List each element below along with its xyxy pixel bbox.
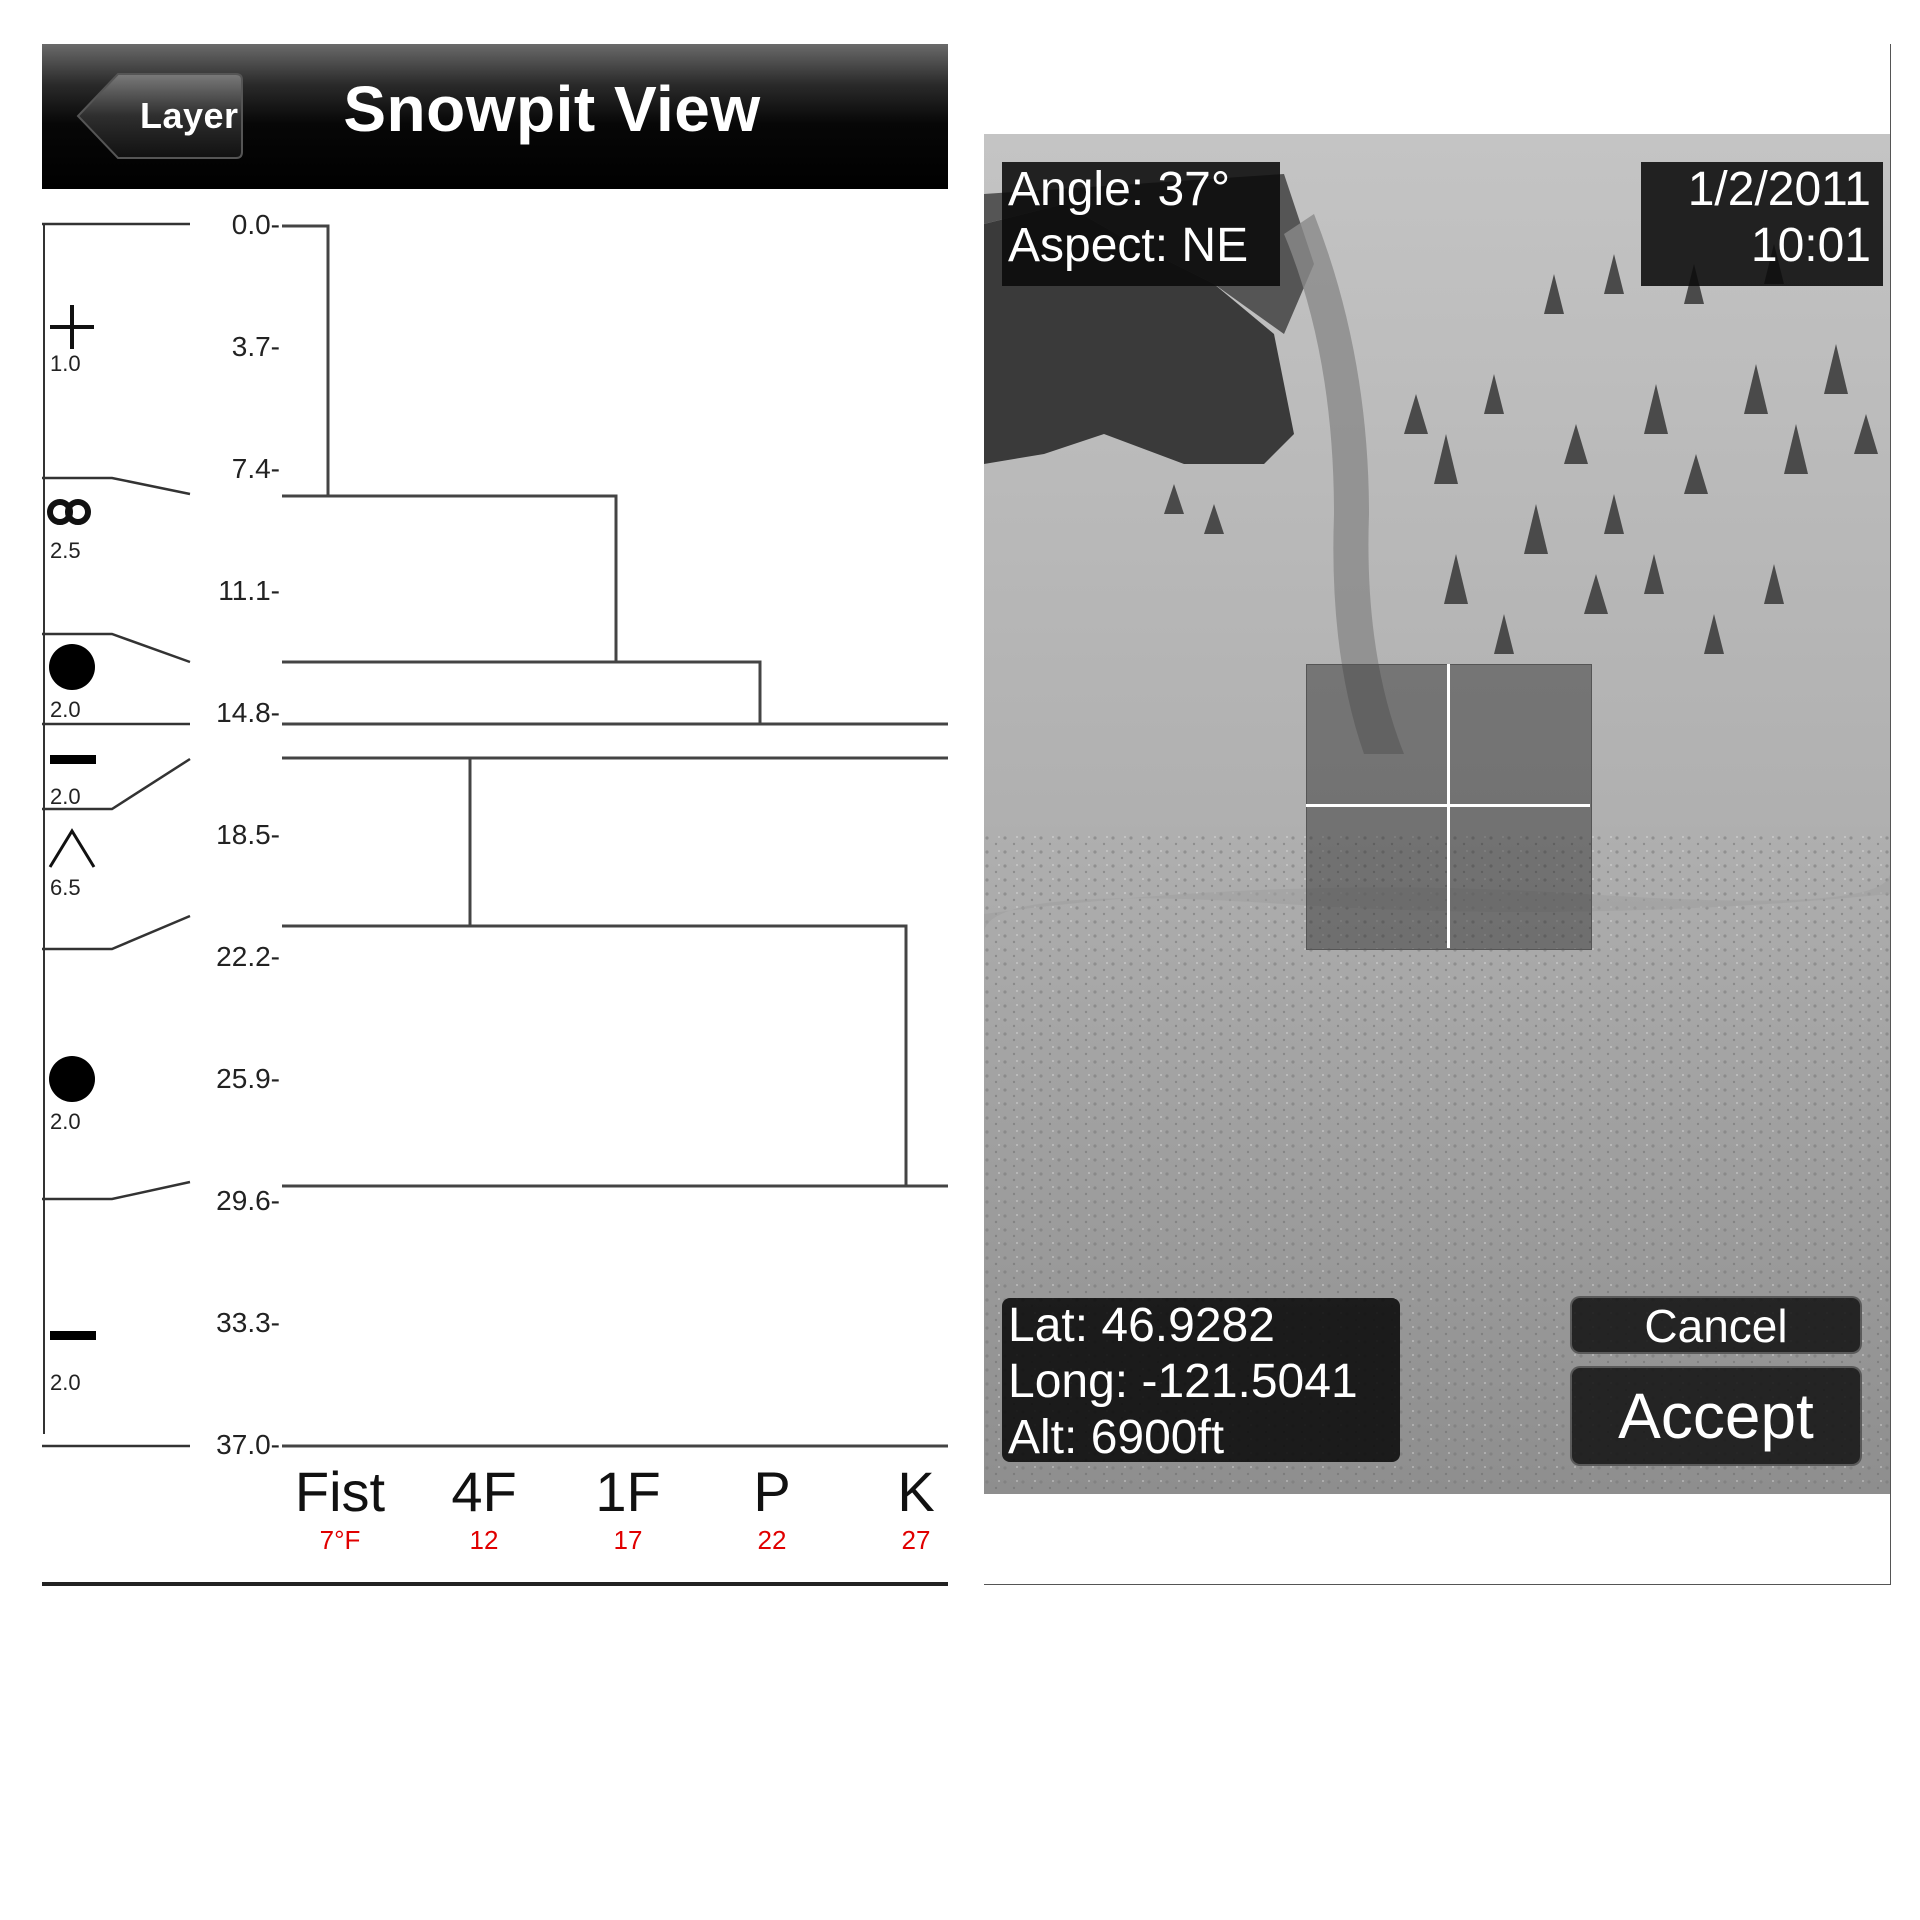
aspect-readout: Aspect: NE <box>1008 219 1249 272</box>
temperature-label: 12 <box>469 1525 499 1555</box>
temperature-label: 7°F <box>319 1525 361 1555</box>
crosshair-vertical <box>1447 664 1450 948</box>
filled-circle-icon <box>49 644 95 690</box>
angle-readout: Angle: 37° <box>1008 163 1231 216</box>
accept-button[interactable]: Accept <box>1570 1366 1862 1466</box>
caret-icon <box>50 831 94 867</box>
temperature-label: 27 <box>901 1525 931 1555</box>
temperature-label: 22 <box>757 1525 787 1555</box>
hardness-step <box>282 662 760 724</box>
grain-size-label: 2.0 <box>50 1370 81 1395</box>
back-button[interactable] <box>74 70 244 162</box>
latitude-readout: Lat: 46.9282 <box>1008 1299 1275 1352</box>
date-readout: 1/2/2011 <box>1687 163 1871 216</box>
hardness-step <box>282 926 906 1186</box>
depth-tick: 33.3- <box>216 1307 280 1338</box>
grain-size-label: 6.5 <box>50 875 81 900</box>
grain-size-label: 2.0 <box>50 697 81 722</box>
hardness-axis <box>295 1460 935 1555</box>
hardness-step <box>282 226 328 496</box>
grain-size-label: 1.0 <box>50 351 81 376</box>
camera-viewfinder <box>984 134 1890 1494</box>
grain-size-label: 2.0 <box>50 784 81 809</box>
time-readout: 10:01 <box>1750 219 1871 272</box>
depth-tick: 37.0- <box>216 1429 280 1460</box>
cancel-button[interactable]: Cancel <box>1570 1296 1862 1354</box>
depth-tick: 3.7- <box>231 331 280 362</box>
hardness-label: 4F <box>451 1460 517 1523</box>
hardness-step <box>282 496 616 662</box>
dash-icon <box>50 1331 96 1340</box>
altitude-readout: Alt: 6900ft <box>1008 1411 1225 1464</box>
hardness-profile <box>282 226 948 1446</box>
hardness-label: P <box>753 1460 791 1523</box>
layer-boundaries <box>42 224 190 1446</box>
datetime-box <box>1641 162 1883 286</box>
depth-tick: 0.0- <box>231 209 280 240</box>
back-button-label: Layer <box>140 95 239 136</box>
camera-screen <box>984 44 1891 1585</box>
gps-info-box <box>1002 1298 1400 1462</box>
depth-tick: 11.1- <box>218 575 280 606</box>
nav-bar <box>42 44 948 189</box>
page-title: Snowpit View <box>343 73 761 145</box>
depth-tick: 18.5- <box>216 819 280 850</box>
depth-tick: 25.9- <box>216 1063 280 1094</box>
snowpit-screen <box>42 44 948 1586</box>
filled-circle-icon <box>49 1056 95 1102</box>
grain-size-label: 2.5 <box>50 538 81 563</box>
hardness-label: K <box>897 1460 935 1523</box>
snowpit-profile-chart <box>42 189 948 1582</box>
dash-icon <box>50 755 96 764</box>
temperature-label: 17 <box>613 1525 643 1555</box>
slope-info-box <box>1002 162 1280 286</box>
linked-rings-icon <box>50 502 88 522</box>
longitude-readout: Long: -121.5041 <box>1008 1355 1358 1408</box>
depth-tick: 22.2- <box>216 941 280 972</box>
hardness-label: Fist <box>294 1460 386 1523</box>
depth-tick: 14.8- <box>216 697 280 728</box>
depth-tick: 29.6- <box>216 1185 280 1216</box>
hardness-label: 1F <box>595 1460 661 1523</box>
layer-crystal-column <box>49 305 96 1395</box>
plus-icon <box>50 305 94 349</box>
depth-tick: 7.4- <box>231 453 280 484</box>
grain-size-label: 2.0 <box>50 1109 81 1134</box>
